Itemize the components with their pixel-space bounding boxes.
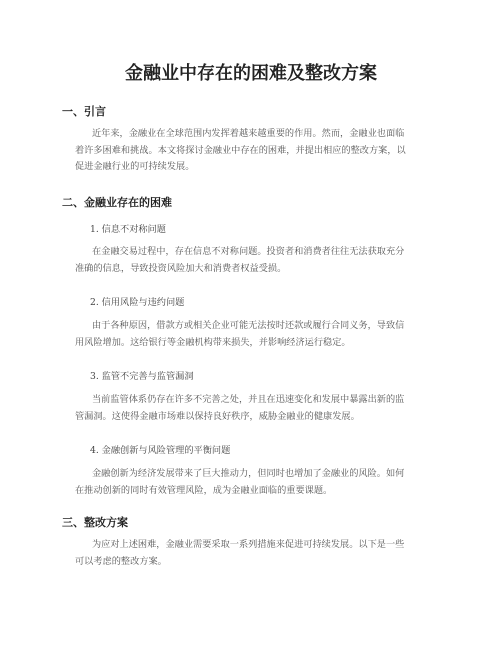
paragraph-line: 为应对上述困难，金融业需要采取一系列措施来促进可持续发展。以下是一些: [92, 539, 405, 550]
subsection-title-innovation-risk: 4. 金融创新与风险管理的平衡问题: [90, 445, 231, 456]
paragraph-line: 当前监管体系仍存在许多不完善之处，并且在迅速变化和发展中暴露出新的监: [92, 394, 405, 405]
section-heading-rectification: 三、整改方案: [62, 516, 128, 529]
introduction-paragraph: [75, 126, 433, 176]
paragraph-line: 由于各种原因，借款方或相关企业可能无法按时还款或履行合同义务，导致信: [92, 320, 405, 331]
paragraph-line: 促进金融行业的可持续发展。: [75, 161, 195, 172]
paragraph-line: 金融创新为经济发展带来了巨大推动力，但同时也增加了金融业的风险。如何: [92, 468, 405, 479]
paragraph-line: 在推动创新的同时有效管理风险，成为金融业面临的重要课题。: [75, 484, 333, 496]
paragraph-line: 管漏洞。这使得金融市场难以保持良好秩序，威胁金融业的健康发展。: [75, 410, 360, 422]
innovation-risk-paragraph: [75, 466, 433, 499]
paragraph-line: 准确的信息，导致投资风险加大和消费者权益受损。: [75, 262, 287, 274]
document-title: 金融业中存在的困难及整改方案: [125, 63, 377, 84]
paragraph-line: 近年来，金融业在全球范围内发挥着越来越重要的作用。然而，金融业也面临: [92, 128, 405, 139]
paragraph-line: 可以考虑的整改方案。: [75, 555, 167, 567]
paragraph-line: 着许多困难和挑战。本文将探讨金融业中存在的困难，并提出相应的整改方案，以: [75, 144, 406, 156]
section-heading-difficulties: 二、金融业存在的困难: [62, 196, 172, 209]
paragraph-line: 用风险增加。这给银行等金融机构带来损失，并影响经济运行稳定。: [75, 336, 351, 348]
rectification-paragraph: [75, 537, 433, 570]
subsection-title-credit-risk: 2. 信用风险与违约问题: [90, 297, 185, 308]
credit-risk-paragraph: [75, 318, 433, 351]
subsection-title-information-asymmetry: 1. 信息不对称问题: [90, 224, 166, 235]
regulation-paragraph: [75, 392, 433, 425]
paragraph-line: 在金融交易过程中，存在信息不对称问题。投资者和消费者往往无法获取充分: [92, 246, 405, 257]
information-asymmetry-paragraph: [75, 244, 433, 277]
section-heading-introduction: 一、引言: [62, 105, 106, 118]
subsection-title-regulation: 3. 监管不完善与监管漏洞: [90, 371, 194, 382]
